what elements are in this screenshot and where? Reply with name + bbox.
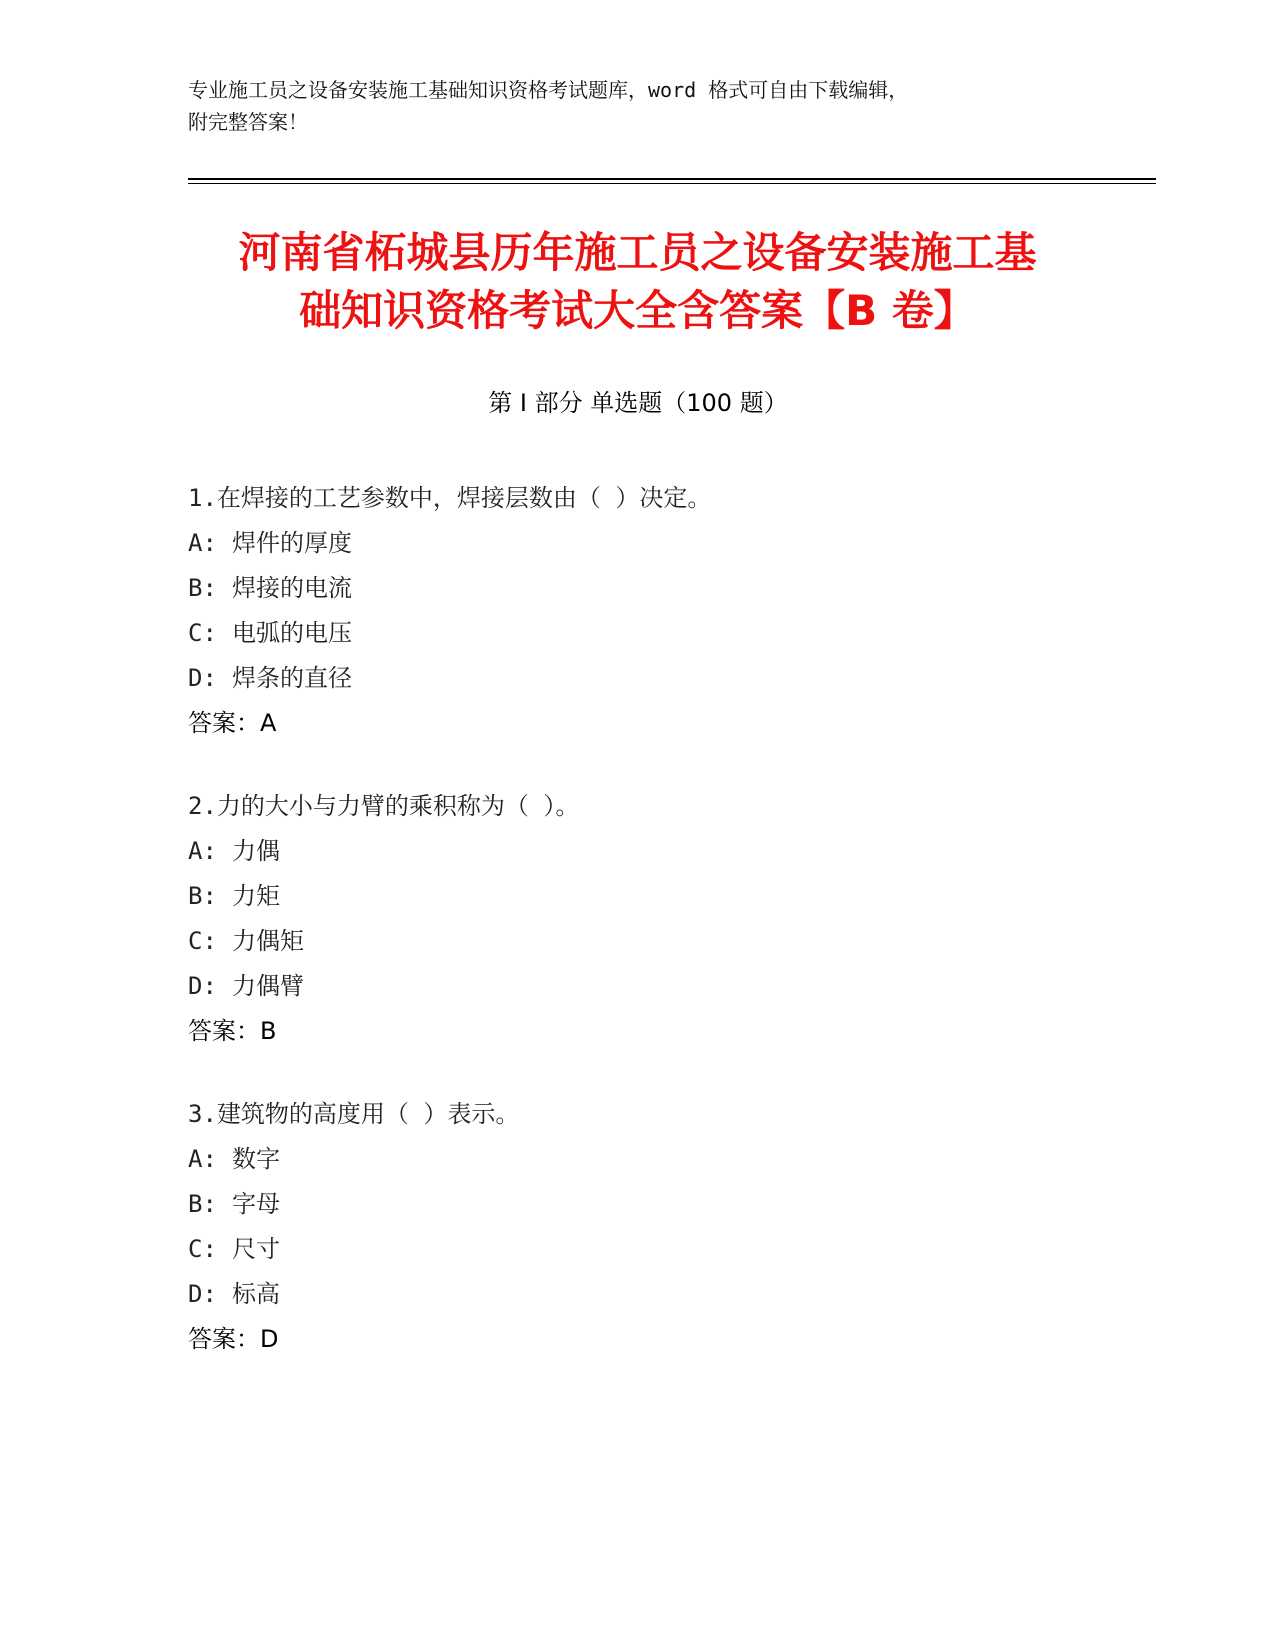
document-title-line1: 河南省柘城县历年施工员之设备安装施工基 bbox=[238, 228, 1037, 277]
option-text: 尺寸 bbox=[232, 1235, 280, 1263]
question-item bbox=[188, 1092, 1138, 1362]
option-a bbox=[188, 829, 1138, 874]
header-note-line1: 专业施工员之设备安装施工基础知识资格考试题库，word 格式可自由下载编辑， bbox=[188, 78, 909, 102]
section-heading: 第 I 部分 单选题（100 题） bbox=[488, 389, 788, 417]
option-key: B: bbox=[188, 882, 217, 910]
option-d bbox=[188, 964, 1138, 1009]
option-text: 字母 bbox=[232, 1190, 280, 1218]
option-a bbox=[188, 1137, 1138, 1182]
option-c bbox=[188, 919, 1138, 964]
answer-line: 答案：D bbox=[188, 1325, 279, 1353]
option-text: 标高 bbox=[232, 1280, 280, 1308]
option-key: D: bbox=[188, 972, 217, 1000]
option-d bbox=[188, 1272, 1138, 1317]
option-text: 焊件的厚度 bbox=[232, 529, 352, 557]
option-text: 力偶矩 bbox=[232, 927, 304, 955]
option-c bbox=[188, 611, 1138, 656]
option-key: D: bbox=[188, 664, 217, 692]
question-stem: 2.力的大小与力臂的乘积称为（ ）。 bbox=[188, 792, 580, 820]
question-stem: 1.在焊接的工艺参数中，焊接层数由（ ）决定。 bbox=[188, 484, 712, 512]
option-text: 力偶 bbox=[232, 837, 280, 865]
option-key: D: bbox=[188, 1280, 217, 1308]
question-stem: 3.建筑物的高度用（ ）表示。 bbox=[188, 1100, 520, 1128]
option-text: 数字 bbox=[232, 1145, 280, 1173]
option-text: 焊条的直径 bbox=[232, 664, 352, 692]
answer-line: 答案：B bbox=[188, 1017, 277, 1045]
option-b bbox=[188, 874, 1138, 919]
header-divider-thick bbox=[188, 178, 1156, 180]
option-b bbox=[188, 566, 1138, 611]
answer-line: 答案：A bbox=[188, 709, 277, 737]
header-note-line2: 附完整答案！ bbox=[188, 110, 308, 134]
header-divider-thin bbox=[188, 183, 1156, 184]
option-text: 电弧的电压 bbox=[232, 619, 352, 647]
option-key: C: bbox=[188, 1235, 217, 1263]
option-key: C: bbox=[188, 619, 217, 647]
option-key: B: bbox=[188, 574, 217, 602]
option-d bbox=[188, 656, 1138, 701]
option-key: A: bbox=[188, 837, 217, 865]
header-note bbox=[188, 74, 1088, 138]
option-text: 焊接的电流 bbox=[232, 574, 352, 602]
question-item bbox=[188, 784, 1138, 1054]
option-key: A: bbox=[188, 529, 217, 557]
question-list bbox=[188, 476, 1138, 1400]
option-text: 力偶臂 bbox=[232, 972, 304, 1000]
option-b bbox=[188, 1182, 1138, 1227]
document-title bbox=[180, 224, 1095, 340]
option-text: 力矩 bbox=[232, 882, 280, 910]
question-item bbox=[188, 476, 1138, 746]
option-key: C: bbox=[188, 927, 217, 955]
option-key: A: bbox=[188, 1145, 217, 1173]
option-key: B: bbox=[188, 1190, 217, 1218]
document-title-line2: 础知识资格考试大全含答案【B 卷】 bbox=[299, 286, 976, 335]
option-c bbox=[188, 1227, 1138, 1272]
option-a bbox=[188, 521, 1138, 566]
